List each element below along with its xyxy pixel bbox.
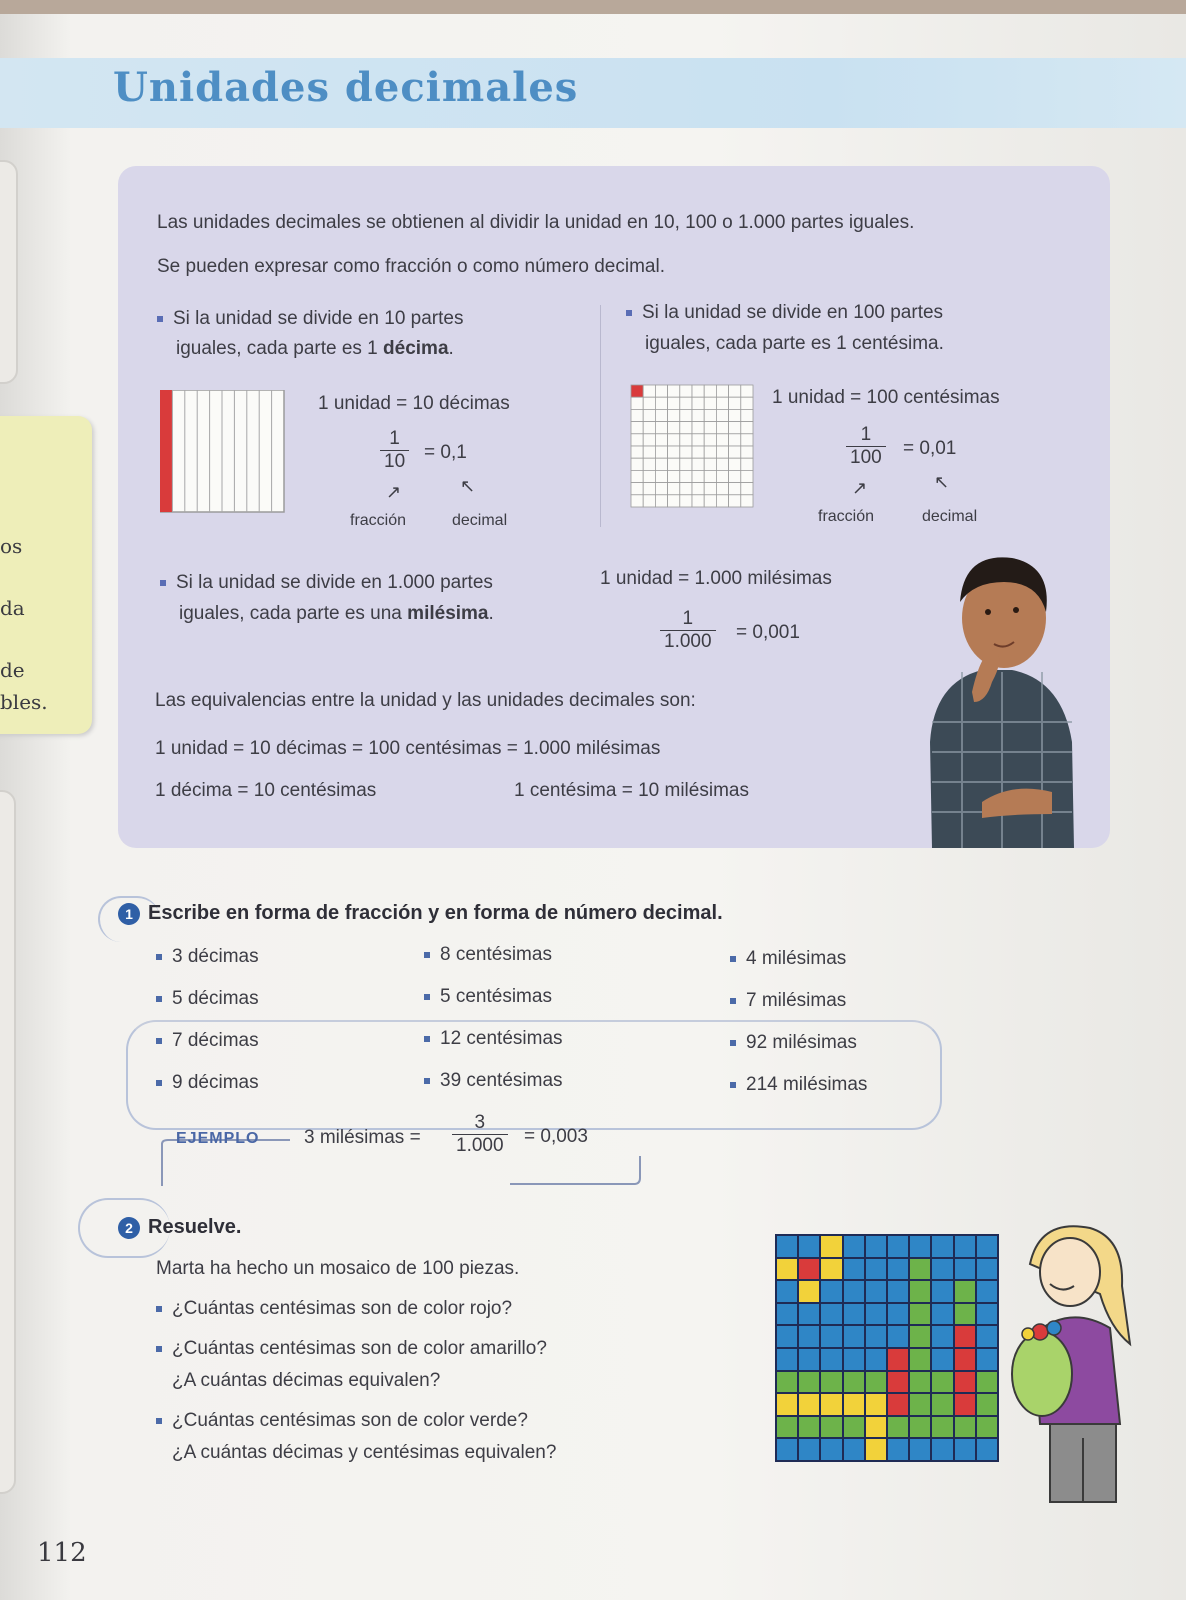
exercise-1-heading: 1 Escribe en forma de fracción y en forma de número decimal. [118,902,723,925]
exercise-item: 5 centésimas [424,986,552,1008]
grid-cell [668,422,680,434]
exercise-item: 214 milésimas [730,1074,867,1096]
mosaic-piece [888,1259,908,1280]
mosaic-piece [977,1304,997,1325]
question-item: ¿A cuántas décimas y centésimas equivalen? [172,1442,557,1463]
grid-cell [643,483,655,495]
left-page-tab [0,790,16,1494]
mosaic-piece [799,1304,819,1325]
grid-cell [704,458,716,470]
grid-cell [692,483,704,495]
question-item: ¿Cuántas centésimas son de color rojo? [156,1298,512,1320]
grid-cell [668,397,680,409]
exercise-item: 12 centésimas [424,1028,563,1050]
mosaic-piece [888,1439,908,1460]
mosaic-piece [932,1417,952,1438]
grid-cell [668,470,680,482]
grid-cell [741,409,753,421]
mosaic-piece [844,1372,864,1393]
grid-cell [704,434,716,446]
grid-cell [631,434,643,446]
exercise-item: 7 décimas [156,1030,259,1052]
equivalences-intro: Las equivalencias entre la unidad y las unidades decimales son: [155,690,696,711]
tenths-equivalence: 1 unidad = 10 décimas [318,393,510,414]
mosaic-piece [799,1394,819,1415]
mosaic-piece [977,1236,997,1257]
bullet-icon [156,1346,162,1352]
tenths-description: iguales, cada parte es 1 décima. [176,338,454,359]
grid-cell [716,397,728,409]
mosaic-piece [844,1417,864,1438]
tenths-diagram [160,390,286,514]
grid-cell [680,434,692,446]
mosaic-piece [955,1236,975,1257]
grid-cell [704,422,716,434]
bullet-icon [157,316,163,322]
mosaic-piece [866,1326,886,1347]
bullet-icon [156,996,162,1002]
grid-cell [741,470,753,482]
grid-cell [716,470,728,482]
thousandths-description: iguales, cada parte es una milésima. [179,603,494,624]
grid-cell [631,495,643,507]
grid-cell [680,409,692,421]
mosaic-piece [977,1281,997,1302]
exercise-item: 7 milésimas [730,990,846,1012]
edge-fragment: da [0,596,25,620]
mosaic-piece [844,1259,864,1280]
grid-cell [643,397,655,409]
grid-cell [704,446,716,458]
hundredths-diagram [630,384,754,508]
mosaic-piece [932,1372,952,1393]
tenths-description: Si la unidad se divide en 10 partes [157,308,463,330]
mosaic-piece [910,1372,930,1393]
mosaic-piece [866,1349,886,1370]
mosaic-piece [888,1281,908,1302]
tenths-fraction: $\frac{1}{10}$ [380,428,409,473]
fraction-label: fracción [350,512,407,529]
exercise-2-intro: Marta ha hecho un mosaico de 100 piezas. [156,1258,520,1279]
edge-fragment: os [0,534,23,558]
grid-cell [716,422,728,434]
grid-cell [716,458,728,470]
mosaic-piece [955,1349,975,1370]
mosaic-piece [821,1439,841,1460]
grid-cell [643,495,655,507]
example-text: 3 milésimas = [304,1127,421,1148]
exercise-item: 92 milésimas [730,1032,857,1054]
grid-cell [729,422,741,434]
page-number: 112 [37,1538,87,1568]
grid-cell [680,470,692,482]
mosaic-piece [888,1372,908,1393]
grid-cell [655,470,667,482]
grid-cell [716,495,728,507]
exercise-2-heading: 2 Resuelve. [118,1216,241,1239]
mosaic-piece [977,1326,997,1347]
mosaic-piece [821,1326,841,1347]
mosaic-piece [866,1417,886,1438]
mosaic-piece [866,1281,886,1302]
mosaic-piece [821,1394,841,1415]
grid-cell [704,495,716,507]
grid-cell [692,458,704,470]
mosaic-piece [910,1304,930,1325]
mosaic-piece [777,1236,797,1257]
hundredths-equivalence: 1 unidad = 100 centésimas [772,387,1000,408]
grid-cell [631,470,643,482]
intro-text: Las unidades decimales se obtienen al dividir la unidad en 10, 100 o 1.000 partes iguales. [157,212,915,233]
mosaic-piece [955,1439,975,1460]
mosaic-piece [866,1304,886,1325]
grid-cell [655,434,667,446]
grid-cell [692,397,704,409]
grid-cell [692,385,704,397]
hundredths-fraction: $\frac{1}{100}$ [846,424,886,469]
grid-cell [631,483,643,495]
mosaic-piece [932,1439,952,1460]
grid-cell [631,409,643,421]
mosaic-piece [777,1304,797,1325]
grid-cell [692,495,704,507]
grid-cell [692,422,704,434]
grid-cell [729,385,741,397]
mosaic-piece [910,1349,930,1370]
mosaic-piece [799,1326,819,1347]
grid-cell [655,409,667,421]
grid-cell [680,397,692,409]
grid-cell [704,409,716,421]
example-label: EJEMPLO [176,1130,260,1147]
grid-cell [741,397,753,409]
grid-cell [631,458,643,470]
mosaic-piece [910,1417,930,1438]
intro-text: Se pueden expresar como fracción o como número decimal. [157,256,665,277]
grid-cell [680,458,692,470]
mosaic-piece [821,1281,841,1302]
exercise-item: 9 décimas [156,1072,259,1094]
exercise-number-badge: 2 [118,1217,140,1239]
equivalence-line: 1 décima = 10 centésimas [155,780,377,801]
arrow-icon: ↖ [934,472,950,492]
grid-cell [680,385,692,397]
grid-cell [741,483,753,495]
question-item: ¿A cuántas décimas equivalen? [172,1370,441,1391]
grid-cell [668,458,680,470]
tenths-decimal: = 0,1 [424,442,467,463]
grid-cell [741,495,753,507]
grid-cell [643,385,655,397]
grid-cell [729,495,741,507]
mosaic-piece [844,1394,864,1415]
grid-cell [668,434,680,446]
grid-cell [680,422,692,434]
mosaic-piece [844,1281,864,1302]
bullet-icon [424,994,430,1000]
shaded-hundredth-cell [631,385,643,397]
grid-cell [741,422,753,434]
mosaic-piece [977,1349,997,1370]
mosaic-piece [821,1417,841,1438]
left-page-tab [0,160,18,384]
grid-cell [716,434,728,446]
example-result: = 0,003 [524,1126,588,1147]
mosaic-piece [799,1417,819,1438]
thousandths-decimal: = 0,001 [736,622,800,643]
bullet-icon [730,998,736,1004]
mosaic-piece [821,1259,841,1280]
grid-cell [631,397,643,409]
mosaic-piece [955,1281,975,1302]
left-yellow-box [0,416,92,734]
grid-cell [704,397,716,409]
mosaic-piece [932,1236,952,1257]
grid-cell [655,458,667,470]
mosaic-piece [821,1372,841,1393]
mosaic-piece [955,1304,975,1325]
mosaic-piece [777,1326,797,1347]
rows-bracket-decoration [126,1020,942,1130]
exercise-item: 5 décimas [156,988,259,1010]
grid-cell [655,495,667,507]
mosaic-grid [775,1234,999,1462]
mosaic-piece [799,1372,819,1393]
grid-cell [631,446,643,458]
boy-thinking-photo [912,552,1078,848]
grid-cell [643,470,655,482]
grid-cell [704,483,716,495]
grid-cell [704,470,716,482]
mosaic-piece [777,1372,797,1393]
fraction-label: fracción [818,508,875,525]
mosaic-piece [799,1349,819,1370]
mosaic-piece [977,1372,997,1393]
thousandths-description: Si la unidad se divide en 1.000 partes [160,572,493,594]
grid-cell [704,385,716,397]
mosaic-piece [777,1394,797,1415]
grid-cell [643,458,655,470]
mosaic-piece [888,1326,908,1347]
grid-cell [643,422,655,434]
mosaic-piece [888,1417,908,1438]
mosaic-piece [955,1326,975,1347]
example-fraction: $\frac{3}{1.000}$ [452,1112,508,1157]
mosaic-piece [910,1281,930,1302]
thousandths-equivalence: 1 unidad = 1.000 milésimas [600,568,832,589]
hundredths-description: Si la unidad se divide en 100 partes [626,302,943,324]
mosaic-piece [821,1304,841,1325]
grid-cell [741,446,753,458]
mosaic-piece [910,1259,930,1280]
exercise-item: 3 décimas [156,946,259,968]
grid-cell [692,409,704,421]
thousandths-fraction: $\frac{1}{1.000}$ [660,608,716,653]
arrow-icon: ↗ [386,482,402,502]
bullet-icon [156,954,162,960]
grid-cell [643,446,655,458]
grid-cell [729,483,741,495]
mosaic-piece [888,1236,908,1257]
mosaic-piece [844,1236,864,1257]
mosaic-piece [977,1394,997,1415]
mosaic-piece [888,1349,908,1370]
mosaic-piece [977,1439,997,1460]
grid-cell [741,458,753,470]
grid-cell [729,397,741,409]
grid-cell [716,385,728,397]
bullet-icon [160,580,166,586]
arrow-icon: ↖ [460,476,476,496]
question-item: ¿Cuántas centésimas son de color amarillo? [156,1338,547,1360]
mosaic-piece [955,1417,975,1438]
bullet-icon [730,956,736,962]
mosaic-piece [888,1394,908,1415]
mosaic-piece [844,1326,864,1347]
mosaic-piece [955,1372,975,1393]
grid-cell [716,483,728,495]
grid-cell [668,409,680,421]
mosaic-piece [844,1439,864,1460]
mosaic-piece [888,1304,908,1325]
mosaic-piece [910,1439,930,1460]
mosaic-piece [910,1326,930,1347]
grid-cell [741,434,753,446]
page-top-edge [0,0,1186,14]
mosaic-piece [799,1259,819,1280]
mosaic-piece [932,1326,952,1347]
mosaic-piece [844,1304,864,1325]
mosaic-piece [777,1439,797,1460]
mosaic-piece [821,1349,841,1370]
equivalence-line: 1 unidad = 10 décimas = 100 centésimas = 1.000 milésimas [155,738,661,759]
mosaic-piece [932,1304,952,1325]
mosaic-piece [977,1259,997,1280]
mosaic-piece [799,1281,819,1302]
decimal-label: decimal [922,508,978,525]
decimal-label: decimal [452,512,508,529]
grid-cell [741,385,753,397]
exercise-item: 4 milésimas [730,948,846,970]
grid-cell [716,409,728,421]
question-item: ¿Cuántas centésimas son de color verde? [156,1410,528,1432]
girl-illustration [1010,1224,1160,1504]
grid-cell [729,434,741,446]
exercise-item: 39 centésimas [424,1070,563,1092]
equivalence-line: 1 centésima = 10 milésimas [514,780,749,801]
grid-cell [668,495,680,507]
mosaic-piece [932,1394,952,1415]
grid-cell [716,446,728,458]
grid-cell [729,409,741,421]
grid-cell [729,446,741,458]
grid-cell [680,483,692,495]
grid-cell [655,446,667,458]
grid-cell [680,446,692,458]
mosaic-piece [821,1236,841,1257]
grid-cell [680,495,692,507]
grid-cell [655,385,667,397]
grid-cell [631,422,643,434]
arrow-icon: ↗ [852,478,868,498]
edge-fragment: de [0,658,25,682]
exercise-item: 8 centésimas [424,944,552,966]
grid-cell [692,446,704,458]
grid-cell [668,446,680,458]
mosaic-piece [977,1417,997,1438]
exercise-number-badge: 1 [118,903,140,925]
grid-cell [668,385,680,397]
mosaic-piece [799,1439,819,1460]
mosaic-piece [777,1417,797,1438]
grid-cell [655,422,667,434]
grid-cell [692,434,704,446]
bullet-icon [424,952,430,958]
grid-cell [655,397,667,409]
mosaic-piece [866,1439,886,1460]
mosaic-piece [955,1259,975,1280]
bullet-icon [626,310,632,316]
grid-cell [643,434,655,446]
mosaic-piece [844,1349,864,1370]
grid-cell [643,409,655,421]
hundredths-description: iguales, cada parte es 1 centésima. [645,333,944,354]
mosaic-piece [777,1259,797,1280]
grid-cell [729,470,741,482]
mosaic-piece [910,1394,930,1415]
mosaic-piece [777,1281,797,1302]
grid-cell [729,458,741,470]
mosaic-piece [799,1236,819,1257]
mosaic-piece [777,1349,797,1370]
mosaic-piece [932,1259,952,1280]
edge-fragment: bles. [0,690,48,714]
grid-cell [655,483,667,495]
grid-cell [668,483,680,495]
grid-cell [692,470,704,482]
page-title: Unidades decimales [113,64,579,111]
mosaic-piece [866,1394,886,1415]
mosaic-piece [932,1281,952,1302]
mosaic-piece [955,1394,975,1415]
mosaic-piece [910,1236,930,1257]
column-divider [600,305,601,527]
mosaic-piece [866,1259,886,1280]
mosaic-piece [866,1372,886,1393]
bullet-icon [156,1306,162,1312]
mosaic-piece [932,1349,952,1370]
hundredths-decimal: = 0,01 [903,438,957,459]
bullet-icon [156,1418,162,1424]
mosaic-piece [866,1236,886,1257]
